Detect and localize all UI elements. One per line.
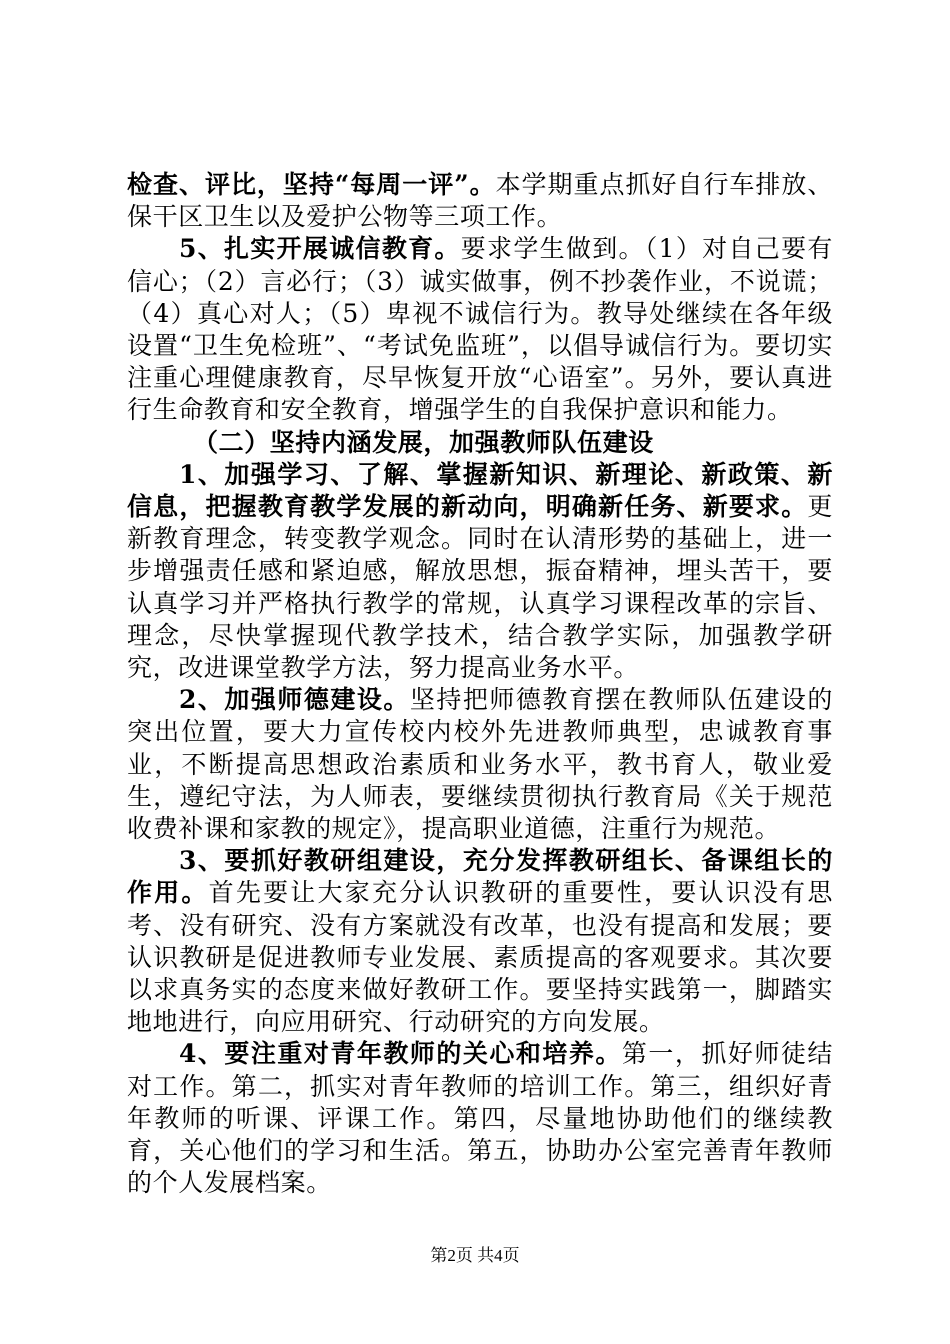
paragraph-lead: 1、加强学习、了解、掌握新知识、新理论、新政策、新信息，把握教育教学发展的新动向，明确新任务、新要求。 — [127, 459, 833, 522]
paragraph-text: 更新教育理念，转变教学观念。同时在认清形势的基础上，进一步增强责任感和紧迫感，解放思想，振奋精神，埋头苦干，要认真学习并严格执行教学的常规，认真学习课程改革的宗旨、理念，尽快掌握现代教学技术，结合教学实际，加强教学研究，改进课堂教学方法，努力提高业务水平。 — [127, 492, 833, 683]
paragraph-text: 第一，抓好师徒结对工作。第二，抓实对青年教师的培训工作。第三，组织好青年教师的听课、评课工作。第四，尽量地协助他们的继续教育，关心他们的学习和生活。第五，协助办公室完善青年教师的个人发展档案。 — [127, 1039, 833, 1198]
paragraph-lead: 2、加强师德建设。 — [179, 685, 410, 715]
paragraph-integrity-education — [127, 233, 833, 426]
document-body — [127, 169, 833, 1200]
paragraph-text: 要求学生做到。（1）对自己要有信心；（2）言必行；（3）诚实做事，例不抄袭作业，不说谎；（4）真心对人；（5）卑视不诚信行为。教导处继续在各年级设置“卫生免检班”、“考试免监班”，以倡导诚信行为。要切实注重心理健康教育，尽早恢复开放“心语室”。另外，要认真进行生命教育和安全教育，增强学生的自我保护意识和能力。 — [127, 234, 833, 425]
section-heading: （二）坚持内涵发展，加强教师队伍建设 — [193, 427, 654, 457]
paragraph-young-teachers — [127, 1038, 833, 1199]
paragraph-lead: 4、要注重对青年教师的关心和培养。 — [179, 1039, 622, 1069]
paragraph-research-group — [127, 845, 833, 1038]
paragraph-lead: 检查、评比，坚持“每周一评”。 — [127, 170, 496, 199]
paragraph-teacher-ethics — [127, 684, 833, 845]
page-footer — [0, 1245, 950, 1267]
paragraph-learning — [127, 459, 833, 684]
page-number: 第2页 共4页 — [430, 1246, 520, 1265]
paragraph-text: 首先要让大家充分认识教研的重要性，要认识没有思考、没有研究、没有方案就没有改革，也没有提高和发展；要认识教研是促进教师专业发展、素质提高的客观要求。其次要以求真务实的态度来做好教研工作。要坚持实践第一，脚踏实地地进行，向应用研究、行动研究的方向发展。 — [127, 878, 833, 1037]
paragraph-lead: 5、扎实开展诚信教育。 — [179, 234, 461, 264]
paragraph-text: 坚持把师德教育摆在教师队伍建设的突出位置，要大力宣传校内校外先进教师典型，忠诚教育事业，不断提高思想政治素质和业务水平，教书育人，敬业爱生，遵纪守法，为人师表，要继续贯彻执行教育局《关于规范收费补课和家教的规定》，提高职业道德，注重行为规范。 — [127, 685, 834, 844]
paragraph-hygiene-check — [127, 169, 833, 233]
paragraph-lead: 3、要抓好教研组建设，充分发挥教研组长、备课组长的作用。 — [127, 846, 833, 908]
paragraph-text: 本学期重点抓好自行车排放、保干区卫生以及爱护公物等三项工作。 — [127, 170, 833, 232]
